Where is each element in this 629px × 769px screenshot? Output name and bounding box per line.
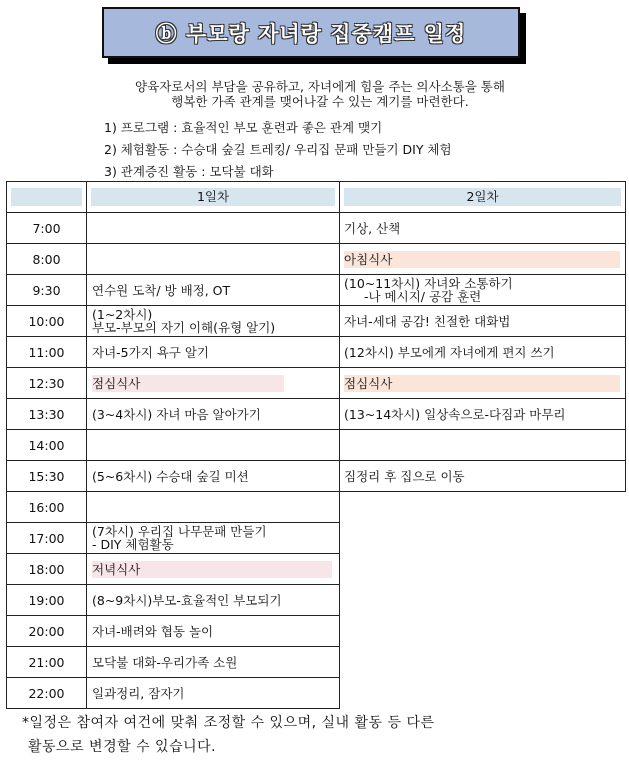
meal-highlight: 점심식사: [344, 375, 620, 392]
title-box: [102, 7, 520, 58]
day2-activity: (13~14차시) 일상속으로-다짐과 마무리: [340, 399, 626, 430]
day2-header: 2일차: [344, 188, 621, 206]
schedule-row: [7, 306, 626, 337]
day2-activity: [340, 430, 626, 461]
day1-activity: [87, 492, 340, 523]
title-banner: [102, 7, 526, 64]
day2-activity: 기상, 산책: [340, 213, 626, 244]
goal-experience: 2) 체험활동 : 수승대 숲길 트레킹/ 우리집 문패 만들기 DIY 체험: [104, 142, 452, 157]
intro-line-1: 양육자로서의 부담을 공유하고, 자녀에게 힘을 주는 의사소통을 통해: [135, 79, 505, 94]
day2-activity: 짐정리 후 집으로 이동: [340, 461, 626, 492]
goal-program: 1) 프로그램 : 효율적인 부모 훈련과 좋은 관계 맺기: [104, 120, 383, 135]
time-cell: 10:00: [7, 306, 87, 337]
goal-relationship: 3) 관계증진 활동 : 모닥불 대화: [104, 164, 274, 179]
day1-activity: [87, 430, 340, 461]
time-cell: 18:00: [7, 554, 87, 585]
schedule-row: [7, 430, 626, 461]
day1-activity: (8~9차시)부모-효율적인 부모되기: [87, 585, 340, 616]
day1-activity: 일과정리, 잠자기: [87, 678, 340, 709]
day2-activity: [340, 275, 626, 306]
day1-activity: [87, 244, 340, 275]
intro-line-2: 행복한 가족 관계를 맺어나갈 수 있는 계기를 마련한다.: [171, 94, 469, 109]
schedule-row: [7, 244, 626, 275]
day1-activity: (5~6차시) 수승대 숲길 미션: [87, 461, 340, 492]
schedule-row: [7, 275, 626, 306]
page-title: ⓑ 부모랑 자녀랑 집중캠프 일정: [155, 21, 467, 46]
day2-activity: [340, 244, 626, 275]
day1-activity: 모닥불 대화-우리가족 소원: [87, 647, 340, 678]
day2-activity: (12차시) 부모에게 자녀에게 편지 쓰기: [340, 337, 626, 368]
activity-line-2: -나 메시지/ 공감 훈련: [364, 289, 482, 304]
time-cell: 19:00: [7, 585, 87, 616]
time-cell: 15:30: [7, 461, 87, 492]
day2-header-cell: [340, 182, 626, 213]
header-row: [7, 182, 626, 213]
schedule-row: [7, 616, 626, 647]
meal-highlight: 점심식사: [92, 375, 284, 392]
time-cell: 13:30: [7, 399, 87, 430]
time-header-cell: [7, 182, 87, 213]
schedule-row: [7, 368, 626, 399]
schedule-row: [7, 554, 626, 585]
day1-activity: [87, 213, 340, 244]
schedule-row: [7, 585, 626, 616]
day1-activity: (3~4차시) 자녀 마음 알아가기: [87, 399, 340, 430]
schedule-row: [7, 492, 626, 523]
time-cell: 12:30: [7, 368, 87, 399]
activity-line-1: (7차시) 우리집 나무문패 만들기: [92, 524, 267, 539]
time-cell: 14:00: [7, 430, 87, 461]
day2-activity: [340, 368, 626, 399]
time-cell: 9:30: [7, 275, 87, 306]
time-cell: 17:00: [7, 523, 87, 554]
intro-text: [60, 79, 580, 109]
goals-list: [104, 117, 452, 183]
activity-line-1: (10~11차시) 자녀와 소통하기: [344, 276, 513, 291]
time-cell: 11:00: [7, 337, 87, 368]
schedule-table: [6, 181, 626, 709]
schedule-row: [7, 399, 626, 430]
schedule-row: [7, 678, 626, 709]
day1-header: 1일차: [91, 188, 335, 206]
day1-activity: [87, 554, 340, 585]
schedule-row: [7, 523, 626, 554]
time-cell: 16:00: [7, 492, 87, 523]
day1-activity: 자녀-배려와 협동 놀이: [87, 616, 340, 647]
day1-activity: [87, 523, 340, 554]
meal-highlight: 아침식사: [344, 251, 620, 268]
day1-activity: 연수원 도착/ 방 배정, OT: [87, 275, 340, 306]
day1-activity: 자녀-5가지 욕구 알기: [87, 337, 340, 368]
schedule-row: [7, 337, 626, 368]
meal-highlight: 저녁식사: [92, 561, 332, 578]
day2-activity: 자녀-세대 공감! 친절한 대화법: [340, 306, 626, 337]
time-cell: 7:00: [7, 213, 87, 244]
footnote-line-2: 활동으로 변경할 수 있습니다.: [28, 739, 217, 755]
footnote: [22, 711, 435, 759]
activity-line-2: - DIY 체험활동: [92, 537, 174, 552]
time-cell: 22:00: [7, 678, 87, 709]
time-cell: 21:00: [7, 647, 87, 678]
schedule-row: [7, 647, 626, 678]
day1-header-cell: [87, 182, 340, 213]
day1-activity: [87, 306, 340, 337]
activity-line-2: 부모-부모의 자기 이해(유형 알기): [92, 320, 276, 335]
activity-line-1: (1~2차시): [92, 307, 153, 322]
time-cell: 8:00: [7, 244, 87, 275]
schedule-row: [7, 461, 626, 492]
schedule-row: [7, 213, 626, 244]
day1-activity: [87, 368, 340, 399]
footnote-line-1: *일정은 참여자 여건에 맞춰 조정할 수 있으며, 실내 활동 등 다른: [22, 715, 435, 731]
time-cell: 20:00: [7, 616, 87, 647]
